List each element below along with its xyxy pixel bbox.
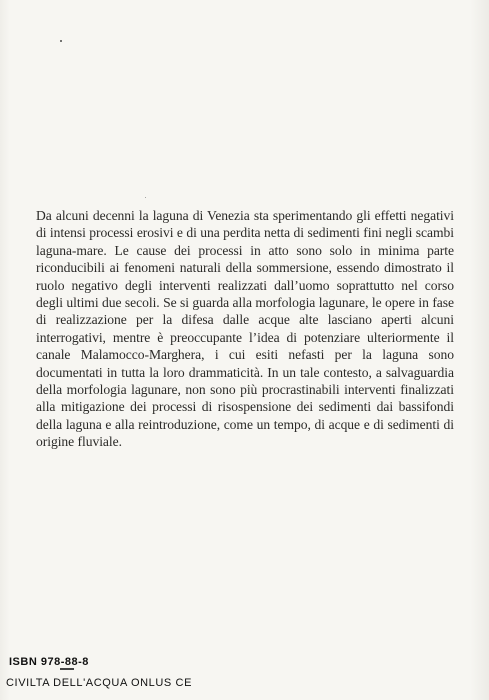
back-cover-blurb: Da alcuni decenni la laguna di Venezia sta sperimentando gli effetti negativi di intensi processi erosivi e di una perdita netta di sedimenti fini negli scambi laguna-mare. Le cause dei processi in atto sono solo in minima parte riconducibili ai fenomeni naturali della sommersione, essendo dimostrato il ruolo negativo degli interventi realizzati dall’uomo soprattutto nel corso degli ultimi due secoli. Se si guarda alla morfologia lagunare, le opere in fase di realizzazione per la difesa dalle acque alte lasciano aperti alcuni interrogativi, mentre è preoccupante l’idea di potenziare ulteriormente il canale Malamocco-Marghera, i cui esiti nefasti per la laguna sono documentati in tutta la loro drammaticità. In un tale contesto, a salvaguardia della morfologia lagunare, non sono più procrastinabili interventi finalizzati alla mitigazione dei processi di risospensione dei sedimenti dai bassifondi della laguna e alla reintroduzione, come un tempo, di acque e di sedimenti di origine fluviale. xyxy=(36,208,454,450)
isbn-number: ISBN 978-88-8 xyxy=(9,656,89,668)
isbn-barcode-fragment xyxy=(60,668,74,670)
publisher-name: CIVILTA DELL'ACQUA ONLUS CE xyxy=(6,677,193,689)
isbn-sticker xyxy=(0,653,489,700)
print-speck xyxy=(145,197,146,198)
print-speck xyxy=(60,40,62,42)
